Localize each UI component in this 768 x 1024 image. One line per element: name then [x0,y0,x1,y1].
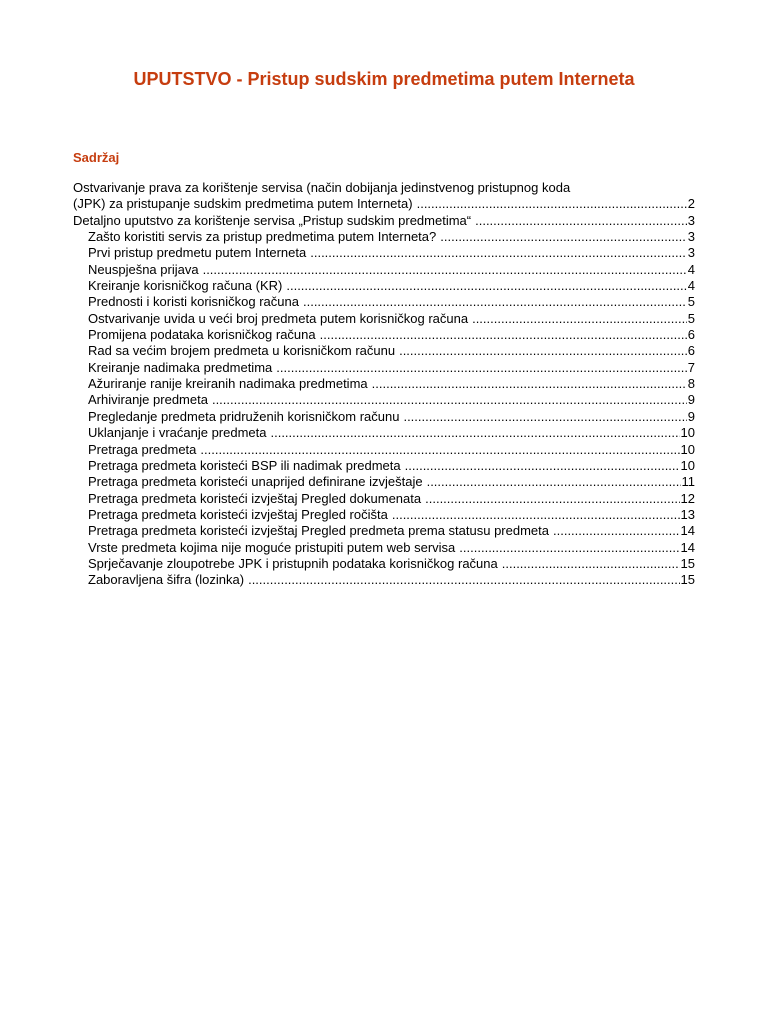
toc-entry-line [73,196,695,212]
toc-page-number: 11 [681,474,695,490]
toc-entry[interactable] [73,392,695,408]
toc-entry[interactable] [73,294,695,310]
table-of-contents [73,180,695,589]
toc-page-number: 6 [687,343,695,359]
toc-page-number: 10 [680,425,695,441]
toc-entry-text: Kreiranje korisničkog računa (KR) [88,278,283,294]
toc-page-number: 10 [680,457,695,473]
toc-entry[interactable] [73,491,695,507]
toc-entry[interactable] [73,245,695,261]
dot-leader [320,327,687,343]
toc-page-number: 5 [687,310,695,326]
dot-leader [475,213,687,229]
dot-leader [303,294,687,310]
toc-entry-text: (JPK) za pristupanje sudskim predmetima putem Interneta) [73,196,413,212]
toc-page-number: 14 [680,523,695,539]
toc-entry[interactable] [73,540,695,556]
toc-entry-text: Zaboravljena šifra (lozinka) [88,572,245,588]
toc-entry[interactable] [73,409,695,425]
toc-page-number: 3 [687,212,695,228]
toc-page-number: 15 [680,555,695,571]
toc-entry-text: Uklanjanje i vraćanje predmeta [88,425,267,441]
toc-page-number: 13 [680,506,695,522]
toc-page-number: 15 [680,572,695,588]
document-title: UPUTSTVO - Pristup sudskim predmetima putem Interneta [133,69,635,89]
dot-leader [553,523,680,539]
dot-leader [399,343,687,359]
toc-entry-text: Ostvarivanje prava za korištenje servisa (način dobijanja jedinstvenog pristupnog koda [73,180,571,195]
toc-page-number: 9 [687,408,695,424]
toc-page-number: 6 [687,327,695,343]
toc-entry-text: Pretraga predmeta koristeći izvještaj Pregled predmeta prema statusu predmeta [88,523,549,539]
dot-leader [392,507,680,523]
toc-entry-text: Vrste predmeta kojima nije moguće pristupiti putem web servisa [88,539,456,555]
toc-entry[interactable] [73,442,695,458]
toc-entry[interactable] [73,343,695,359]
toc-entry[interactable] [73,262,695,278]
dot-leader [286,278,686,294]
toc-entry-text: Prednosti i koristi korisničkog računa [88,294,299,310]
toc-page-number: 10 [680,441,695,457]
dot-leader [472,311,687,327]
toc-entry-text: Pretraga predmeta koristeći unaprijed definirane izvještaje [88,474,423,490]
dot-leader [203,262,687,278]
dot-leader [502,556,680,572]
toc-entry[interactable] [73,360,695,376]
dot-leader [403,409,686,425]
dot-leader [440,229,687,245]
toc-page-number: 7 [687,359,695,375]
dot-leader [425,491,679,507]
dot-leader [372,376,687,392]
toc-page-number: 12 [680,490,695,506]
toc-entry[interactable] [73,572,695,588]
toc-page-number: 3 [687,229,695,245]
dot-leader [200,442,679,458]
toc-entry-text: Pregledanje predmeta pridruženih korisničkom računu [88,408,400,424]
toc-entry[interactable] [73,376,695,392]
toc-page-number: 14 [680,539,695,555]
toc-page-number: 5 [687,294,695,310]
toc-entry[interactable] [73,523,695,539]
toc-entry[interactable] [73,425,695,441]
toc-entry[interactable] [73,311,695,327]
dot-leader [276,360,687,376]
dot-leader [417,196,687,212]
toc-page-number: 4 [687,261,695,277]
toc-entry[interactable] [73,229,695,245]
toc-page-number: 3 [687,245,695,261]
toc-entry-text: Pretraga predmeta [88,441,197,457]
toc-heading: Sadržaj [73,150,120,165]
toc-page-number: 8 [687,376,695,392]
toc-page-number: 4 [687,278,695,294]
dot-leader [405,458,680,474]
toc-page-number: 9 [687,392,695,408]
toc-entry-text: Pretraga predmeta koristeći izvještaj Pregled ročišta [88,506,388,522]
toc-entry[interactable] [73,327,695,343]
toc-entry-text: Promijena podataka korisničkog računa [88,327,316,343]
toc-entry-text: Kreiranje nadimaka predmetima [88,359,273,375]
toc-entry[interactable] [73,213,695,229]
toc-entry-text: Pretraga predmeta koristeći izvještaj Pregled dokumenata [88,490,422,506]
toc-entry[interactable] [73,180,695,213]
toc-entry[interactable] [73,556,695,572]
dot-leader [310,245,687,261]
dot-leader [212,392,687,408]
dot-leader [459,540,679,556]
toc-page-number: 2 [687,196,695,212]
toc-entry-text: Prvi pristup predmetu putem Interneta [88,245,307,261]
dot-leader [427,474,681,490]
toc-entry-text: Sprječavanje zloupotrebe JPK i pristupnih podataka korisničkog računa [88,555,498,571]
toc-entry[interactable] [73,474,695,490]
toc-entry-text: Rad sa većim brojem predmeta u korisničkom računu [88,343,396,359]
toc-entry-text: Detaljno uputstvo za korištenje servisa „Pristup sudskim predmetima“ [73,212,472,228]
toc-entry[interactable] [73,278,695,294]
toc-entry-text: Ažuriranje ranije kreiranih nadimaka predmetima [88,376,368,392]
toc-entry-text: Arhiviranje predmeta [88,392,208,408]
dot-leader [248,572,679,588]
toc-entry[interactable] [73,507,695,523]
dot-leader [270,425,679,441]
toc-entry-text: Ostvarivanje uvida u veći broj predmeta putem korisničkog računa [88,310,469,326]
toc-entry-text: Pretraga predmeta koristeći BSP ili nadimak predmeta [88,457,401,473]
toc-entry[interactable] [73,458,695,474]
toc-entry-text: Zašto koristiti servis za pristup predmetima putem Interneta? [88,229,437,245]
toc-entry-text: Neuspješna prijava [88,261,199,277]
